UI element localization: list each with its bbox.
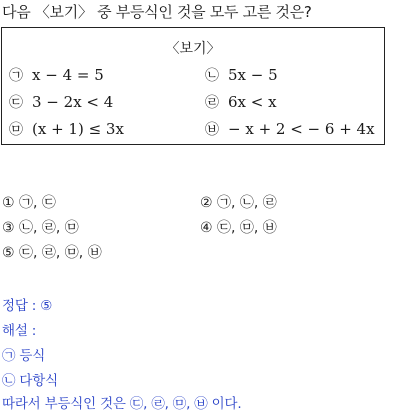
answer-choice-5[interactable]: ⑤ ㉢, ㉣, ㉤, ㉥: [2, 245, 102, 261]
item-expression: 5x − 5: [228, 66, 278, 84]
question-text: 다음 〈보기〉 중 부등식인 것을 모두 고른 것은?: [2, 3, 312, 21]
item-marker: ㉥: [205, 122, 219, 138]
example-item: [205, 65, 278, 85]
item-marker: ㉠: [9, 68, 23, 84]
item-expression: 6x < x: [228, 93, 277, 111]
explanation-line: ㉠ 등식: [2, 348, 46, 364]
example-item: [205, 119, 375, 139]
item-expression: 3 − 2x < 4: [32, 93, 114, 111]
item-expression: − x + 2 < − 6 + 4x: [228, 120, 375, 138]
item-expression: (x + 1) ≤ 3x: [32, 120, 124, 138]
example-item: [9, 119, 124, 139]
explanation-line: ㉡ 다항식: [2, 373, 58, 389]
item-expression: x − 4 = 5: [32, 66, 104, 84]
answer-choice-1[interactable]: ① ㉠, ㉢: [2, 195, 56, 211]
item-marker: ㉢: [9, 95, 23, 111]
item-marker: ㉣: [205, 95, 219, 111]
item-marker: ㉡: [205, 68, 219, 84]
example-box: [1, 27, 385, 145]
item-marker: ㉤: [9, 122, 23, 138]
example-item: [9, 65, 104, 85]
example-box-title: 〈보기〉: [165, 41, 221, 57]
answer-choice-3[interactable]: ③ ㉡, ㉣, ㉤: [2, 220, 79, 236]
example-item: [205, 92, 277, 112]
example-item: [9, 92, 113, 112]
answer-choice-2[interactable]: ② ㉠, ㉡, ㉣: [200, 195, 277, 211]
explanation-conclusion: 따라서 부등식인 것은 ㉢, ㉣, ㉤, ㉥ 이다.: [2, 396, 242, 412]
answer-choice-4[interactable]: ④ ㉢, ㉤, ㉥: [200, 220, 277, 236]
correct-answer: 정답 : ⑤: [2, 298, 53, 314]
explanation-heading: 해설 :: [2, 323, 37, 339]
